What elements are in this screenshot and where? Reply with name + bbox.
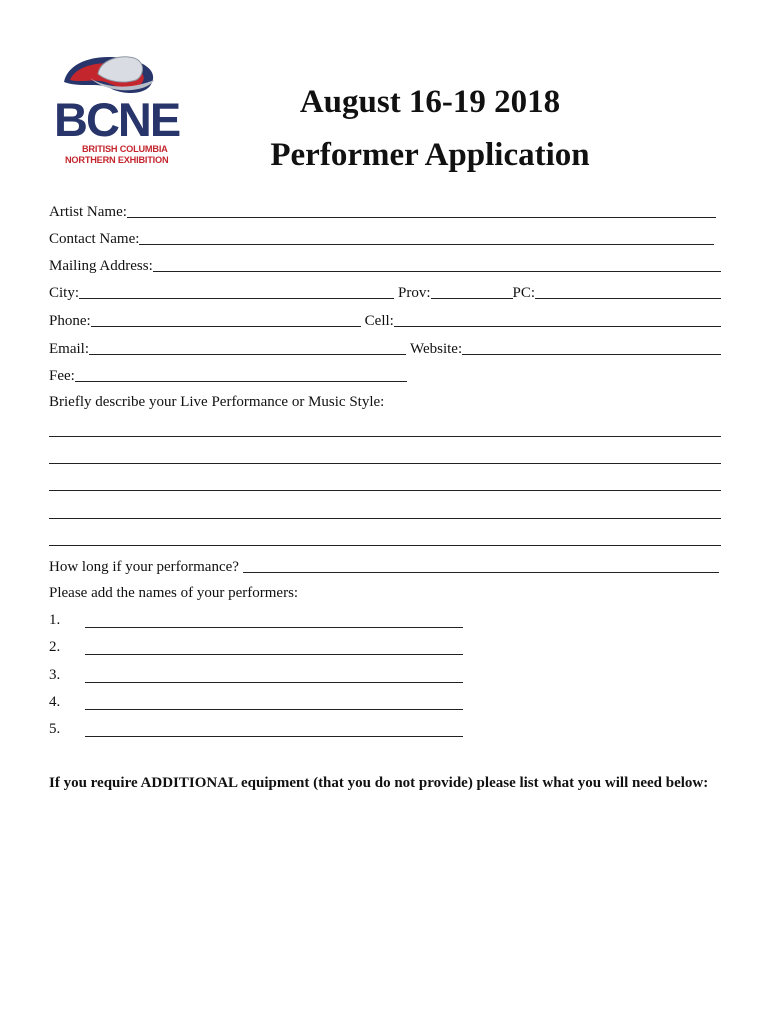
pc-label: PC: <box>512 285 536 301</box>
logo-subtitle-line1: BRITISH COLUMBIA <box>82 144 168 154</box>
contact-name-field[interactable] <box>139 243 714 245</box>
prov-field[interactable] <box>431 297 513 299</box>
performer-number-5: 5. <box>49 721 61 737</box>
performer-number-4: 4. <box>49 694 61 710</box>
performer-number-2: 2. <box>49 639 61 655</box>
describe-line-5[interactable] <box>49 545 721 546</box>
mailing-address-label: Mailing Address: <box>49 258 153 274</box>
fee-field[interactable] <box>75 380 407 382</box>
phone-label: Phone: <box>49 313 91 329</box>
logo-wordmark: BCNE <box>54 93 180 146</box>
contact-name-row <box>49 227 714 247</box>
pc-field[interactable] <box>535 297 721 299</box>
performer-number-1: 1. <box>49 612 61 628</box>
bcne-logo <box>50 52 185 170</box>
fee-label: Fee: <box>49 368 75 384</box>
describe-prompt: Briefly describe your Live Performance or Music Style: <box>49 394 385 410</box>
logo-subtitle-line2: NORTHERN EXHIBITION <box>65 155 169 165</box>
city-label: City: <box>49 285 80 301</box>
performer-field-4[interactable] <box>85 709 463 710</box>
equipment-note: If you require ADDITIONAL equipment (that you do not provide) please list what you will need below: <box>49 775 709 791</box>
describe-line-2[interactable] <box>49 463 721 464</box>
email-field[interactable] <box>89 353 406 355</box>
email-row <box>49 337 721 357</box>
city-field[interactable] <box>79 297 394 299</box>
performers-prompt: Please add the names of your performers: <box>49 585 299 601</box>
performer-field-3[interactable] <box>85 682 463 683</box>
event-dates-title: August 16-19 2018 <box>299 84 561 120</box>
performance-length-row <box>49 555 719 575</box>
artist-name-row <box>49 200 716 220</box>
phone-field[interactable] <box>91 325 361 327</box>
cell-label: Cell: <box>364 313 394 329</box>
contact-name-label: Contact Name: <box>49 231 140 247</box>
performance-length-field[interactable] <box>243 571 719 573</box>
phone-row <box>49 309 721 329</box>
mailing-address-field[interactable] <box>153 270 721 272</box>
form-heading: Performer Application <box>270 137 590 173</box>
fee-row <box>49 364 407 384</box>
website-label: Website: <box>410 341 463 357</box>
email-label: Email: <box>49 341 89 357</box>
mailing-address-row <box>49 254 721 274</box>
performer-field-1[interactable] <box>85 627 463 628</box>
cell-field[interactable] <box>394 325 721 327</box>
describe-line-1[interactable] <box>49 436 721 437</box>
artist-name-label: Artist Name: <box>49 204 127 220</box>
performer-field-2[interactable] <box>85 654 463 655</box>
describe-line-4[interactable] <box>49 518 721 519</box>
performance-length-label: How long if your performance? <box>49 559 239 575</box>
artist-name-field[interactable] <box>127 216 716 218</box>
website-field[interactable] <box>462 353 721 355</box>
performer-number-3: 3. <box>49 667 61 683</box>
performer-field-5[interactable] <box>85 736 463 737</box>
prov-label: Prov: <box>398 285 431 301</box>
city-row <box>49 281 721 301</box>
describe-line-3[interactable] <box>49 490 721 491</box>
